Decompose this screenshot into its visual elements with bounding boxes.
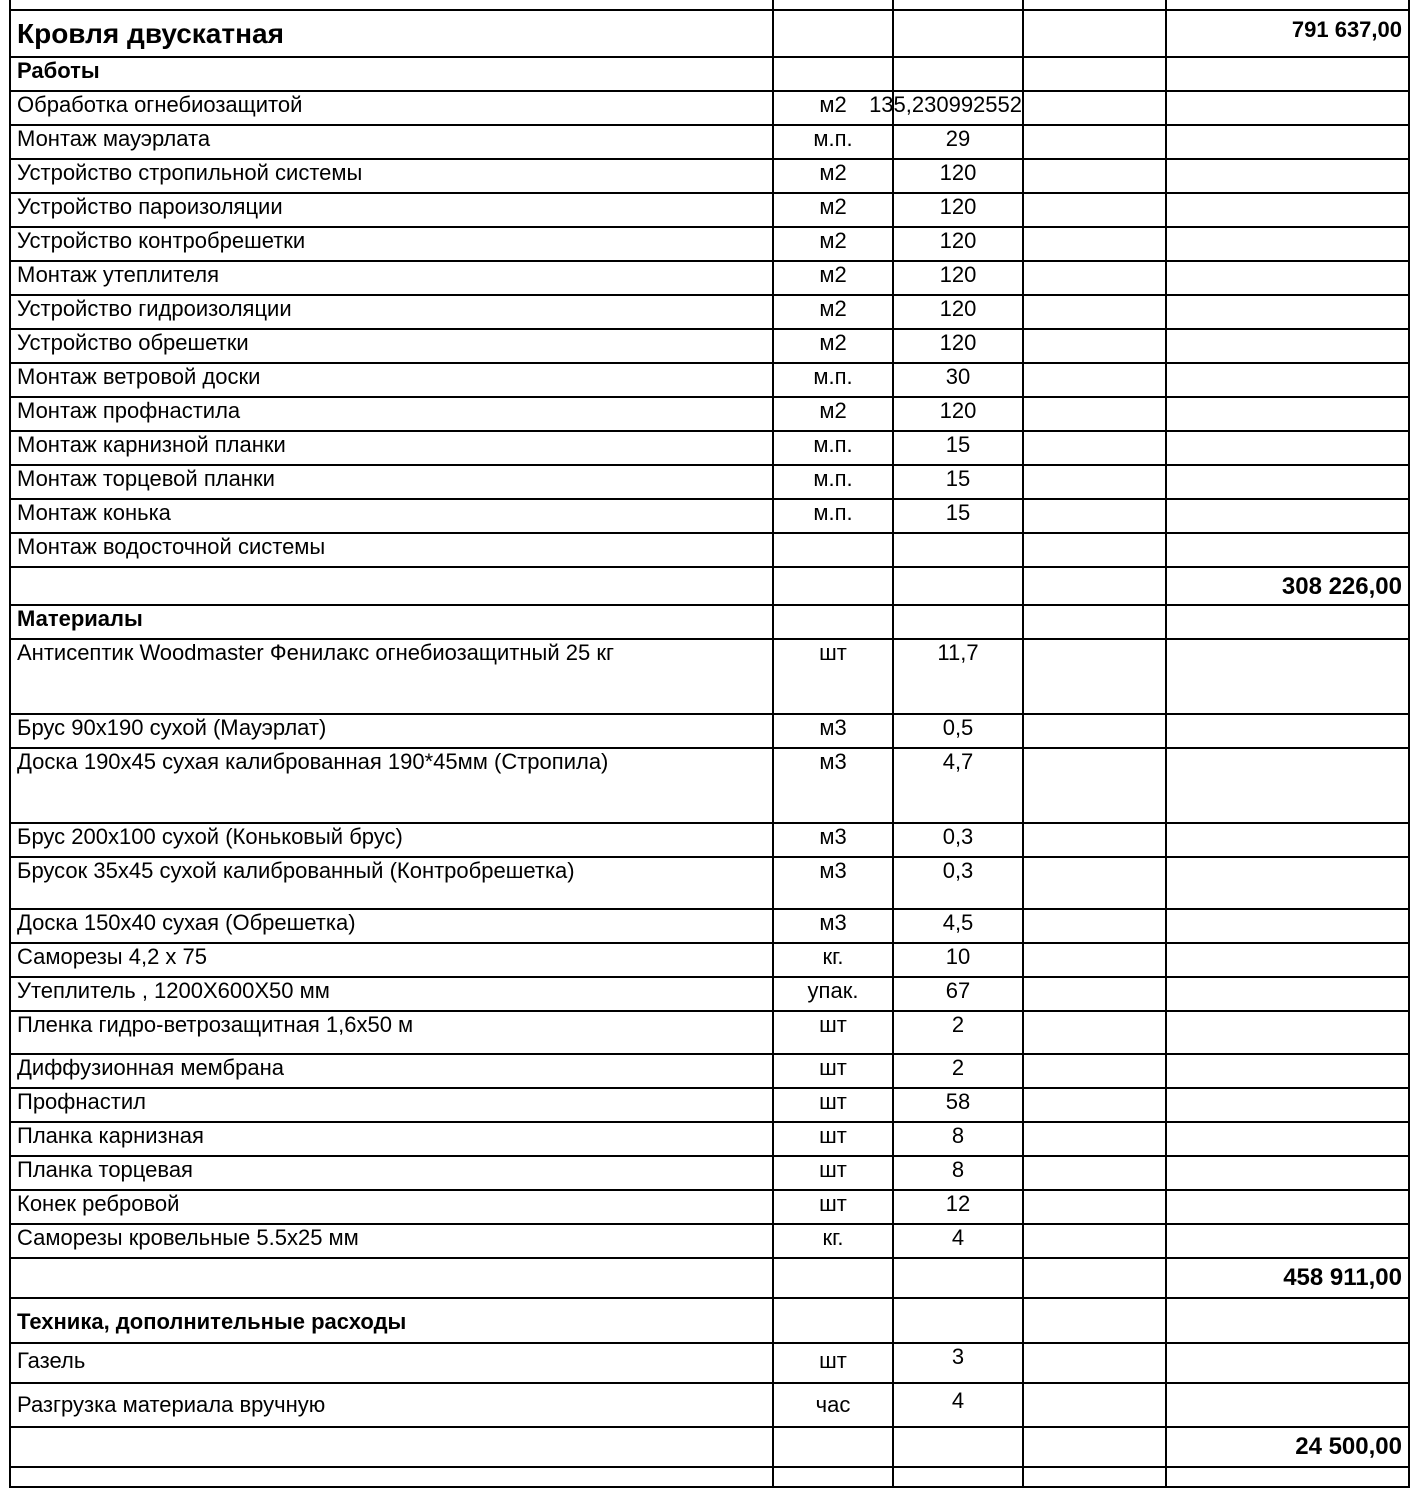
table-row <box>10 193 1409 227</box>
item-name[interactable]: Монтаж водосточной системы <box>10 533 773 567</box>
item-qty[interactable]: 120 <box>893 295 1023 329</box>
table-row <box>10 159 1409 193</box>
item-qty[interactable]: 15 <box>893 465 1023 499</box>
table-row <box>10 1011 1409 1054</box>
item-unit[interactable]: м2 <box>773 295 893 329</box>
table-row <box>10 714 1409 748</box>
item-name[interactable]: Монтаж карнизной планки <box>10 431 773 465</box>
item-unit[interactable]: шт <box>773 1088 893 1122</box>
item-unit[interactable]: м.п. <box>773 363 893 397</box>
item-unit[interactable]: м2 <box>773 397 893 431</box>
item-unit[interactable]: шт <box>773 1190 893 1224</box>
item-qty[interactable]: 4,7 <box>893 748 1023 823</box>
table-row <box>10 295 1409 329</box>
table-row <box>10 533 1409 567</box>
item-unit[interactable]: м2 <box>773 227 893 261</box>
top-strip-row <box>10 0 1409 10</box>
item-name[interactable]: Брус 200х100 сухой (Коньковый брус) <box>10 823 773 857</box>
item-unit[interactable]: м3 <box>773 748 893 823</box>
item-qty[interactable]: 4 <box>893 1224 1023 1258</box>
item-unit[interactable]: шт <box>773 1054 893 1088</box>
item-unit[interactable]: м2 <box>773 193 893 227</box>
item-qty[interactable]: 15 <box>893 431 1023 465</box>
table-row <box>10 125 1409 159</box>
section-total[interactable]: 458 911,00 <box>1166 1258 1409 1298</box>
item-name[interactable]: Антисептик Woodmaster Фенилакс огнебиозащитный 25 кг <box>10 639 773 714</box>
item-qty[interactable]: 120 <box>893 227 1023 261</box>
item-name[interactable]: Монтаж профнастила <box>10 397 773 431</box>
section-total[interactable]: 24 500,00 <box>1166 1427 1409 1467</box>
item-unit[interactable]: шт <box>773 1122 893 1156</box>
table-row <box>10 748 1409 823</box>
item-unit[interactable]: м2 <box>773 159 893 193</box>
item-name[interactable]: Монтаж ветровой доски <box>10 363 773 397</box>
item-unit[interactable]: м2 <box>773 329 893 363</box>
item-qty[interactable]: 120 <box>893 261 1023 295</box>
item-qty[interactable]: 29 <box>893 125 1023 159</box>
table-row <box>10 1122 1409 1156</box>
table-row <box>10 1156 1409 1190</box>
item-unit[interactable]: шт <box>773 1156 893 1190</box>
item-name[interactable]: Устройство контробрешетки <box>10 227 773 261</box>
item-qty[interactable]: 30 <box>893 363 1023 397</box>
table-row <box>10 397 1409 431</box>
section-total-row <box>10 567 1409 605</box>
item-qty[interactable]: 2 <box>893 1054 1023 1088</box>
item-unit[interactable]: м2 <box>773 91 893 125</box>
item-unit[interactable]: м3 <box>773 823 893 857</box>
item-qty[interactable]: 0,5 <box>893 714 1023 748</box>
item-unit[interactable]: шт <box>773 639 893 714</box>
item-name[interactable]: Разгрузка материала вручную <box>10 1383 773 1427</box>
item-qty[interactable]: 135,230992552 <box>893 91 1023 125</box>
title-row <box>10 10 1409 57</box>
table-row <box>10 1383 1409 1427</box>
item-name[interactable]: Монтаж мауэрлата <box>10 125 773 159</box>
table-row <box>10 857 1409 909</box>
item-qty[interactable]: 67 <box>893 977 1023 1011</box>
item-unit[interactable]: шт <box>773 1343 893 1383</box>
section-heading[interactable]: Техника, дополнительные расходы <box>10 1298 773 1343</box>
item-qty[interactable]: 2 <box>893 1011 1023 1054</box>
table-row <box>10 943 1409 977</box>
item-name[interactable]: Саморезы 4,2 х 75 <box>10 943 773 977</box>
table-row <box>10 363 1409 397</box>
item-name[interactable]: Конек ребровой <box>10 1190 773 1224</box>
section-total-row <box>10 1427 1409 1467</box>
item-qty[interactable]: 58 <box>893 1088 1023 1122</box>
item-name[interactable]: Устройство пароизоляции <box>10 193 773 227</box>
item-name[interactable]: Планка карнизная <box>10 1122 773 1156</box>
section-heading[interactable]: Работы <box>10 57 773 91</box>
item-qty[interactable] <box>893 533 1023 567</box>
item-unit[interactable]: кг. <box>773 1224 893 1258</box>
item-qty[interactable]: 11,7 <box>893 639 1023 714</box>
item-name[interactable]: Диффузионная мембрана <box>10 1054 773 1088</box>
item-name[interactable]: Монтаж утеплителя <box>10 261 773 295</box>
item-unit[interactable]: м3 <box>773 714 893 748</box>
item-qty[interactable]: 12 <box>893 1190 1023 1224</box>
table-row <box>10 261 1409 295</box>
table-row <box>10 977 1409 1011</box>
item-qty[interactable]: 15 <box>893 499 1023 533</box>
item-name[interactable]: Планка торцевая <box>10 1156 773 1190</box>
item-qty[interactable]: 10 <box>893 943 1023 977</box>
item-qty[interactable]: 120 <box>893 193 1023 227</box>
table-row <box>10 1224 1409 1258</box>
table-row <box>10 431 1409 465</box>
item-unit[interactable]: м.п. <box>773 125 893 159</box>
section-heading-row <box>10 57 1409 91</box>
table-row <box>10 329 1409 363</box>
item-name[interactable]: Газель <box>10 1343 773 1383</box>
item-unit[interactable]: упак. <box>773 977 893 1011</box>
item-qty[interactable]: 120 <box>893 329 1023 363</box>
table-row <box>10 1467 1409 1487</box>
item-qty[interactable]: 120 <box>893 159 1023 193</box>
table-row <box>10 639 1409 714</box>
item-unit[interactable]: м.п. <box>773 465 893 499</box>
item-name[interactable]: Доска 150х40 сухая (Обрешетка) <box>10 909 773 943</box>
item-name[interactable]: Брус 90х190 сухой (Мауэрлат) <box>10 714 773 748</box>
item-name[interactable]: Монтаж конька <box>10 499 773 533</box>
table-row <box>10 227 1409 261</box>
section-heading[interactable]: Материалы <box>10 605 773 639</box>
item-name[interactable]: Утеплитель , 1200X600X50 мм <box>10 977 773 1011</box>
item-qty[interactable]: 0,3 <box>893 857 1023 909</box>
grand-total-cell[interactable]: 791 637,00 <box>1166 10 1409 57</box>
item-name[interactable]: Монтаж торцевой планки <box>10 465 773 499</box>
item-unit[interactable] <box>773 533 893 567</box>
item-qty[interactable]: 8 <box>893 1122 1023 1156</box>
table-row <box>10 1088 1409 1122</box>
table-row <box>10 465 1409 499</box>
item-unit[interactable]: м.п. <box>773 499 893 533</box>
item-name[interactable]: Пленка гидро-ветрозащитная 1,6х50 м <box>10 1011 773 1054</box>
table-row <box>10 1343 1409 1383</box>
estimate-table <box>9 0 1410 1488</box>
item-name[interactable]: Профнастил <box>10 1088 773 1122</box>
item-name[interactable]: Устройство стропильной системы <box>10 159 773 193</box>
item-name[interactable]: Саморезы кровельные 5.5х25 мм <box>10 1224 773 1258</box>
table-row <box>10 1190 1409 1224</box>
item-unit[interactable]: час <box>773 1383 893 1427</box>
item-qty[interactable]: 4 <box>893 1383 1023 1427</box>
table-row <box>10 823 1409 857</box>
item-name[interactable]: Устройство гидроизоляции <box>10 295 773 329</box>
table-row <box>10 909 1409 943</box>
item-name[interactable]: Брусок 35х45 сухой калиброванный (Контробрешетка) <box>10 857 773 909</box>
item-name[interactable]: Обработка огнебиозащитой <box>10 91 773 125</box>
item-unit[interactable]: кг. <box>773 943 893 977</box>
table-row <box>10 499 1409 533</box>
table-row <box>10 1054 1409 1088</box>
table-row <box>10 91 1409 125</box>
item-qty[interactable]: 8 <box>893 1156 1023 1190</box>
item-unit[interactable]: м3 <box>773 857 893 909</box>
item-qty[interactable]: 0,3 <box>893 823 1023 857</box>
item-name[interactable]: Устройство обрешетки <box>10 329 773 363</box>
section-heading-row <box>10 1298 1409 1343</box>
item-qty[interactable]: 4,5 <box>893 909 1023 943</box>
item-qty[interactable]: 120 <box>893 397 1023 431</box>
section-total-row <box>10 1258 1409 1298</box>
item-unit[interactable]: м3 <box>773 909 893 943</box>
item-unit[interactable]: шт <box>773 1011 893 1054</box>
title-cell[interactable]: Кровля двускатная <box>10 10 773 57</box>
item-name[interactable]: Доска 190х45 сухая калиброванная 190*45мм (Стропила) <box>10 748 773 823</box>
item-qty[interactable]: 3 <box>893 1343 1023 1383</box>
item-unit[interactable]: м.п. <box>773 431 893 465</box>
item-unit[interactable]: м2 <box>773 261 893 295</box>
section-total[interactable]: 308 226,00 <box>1166 567 1409 605</box>
section-heading-row <box>10 605 1409 639</box>
